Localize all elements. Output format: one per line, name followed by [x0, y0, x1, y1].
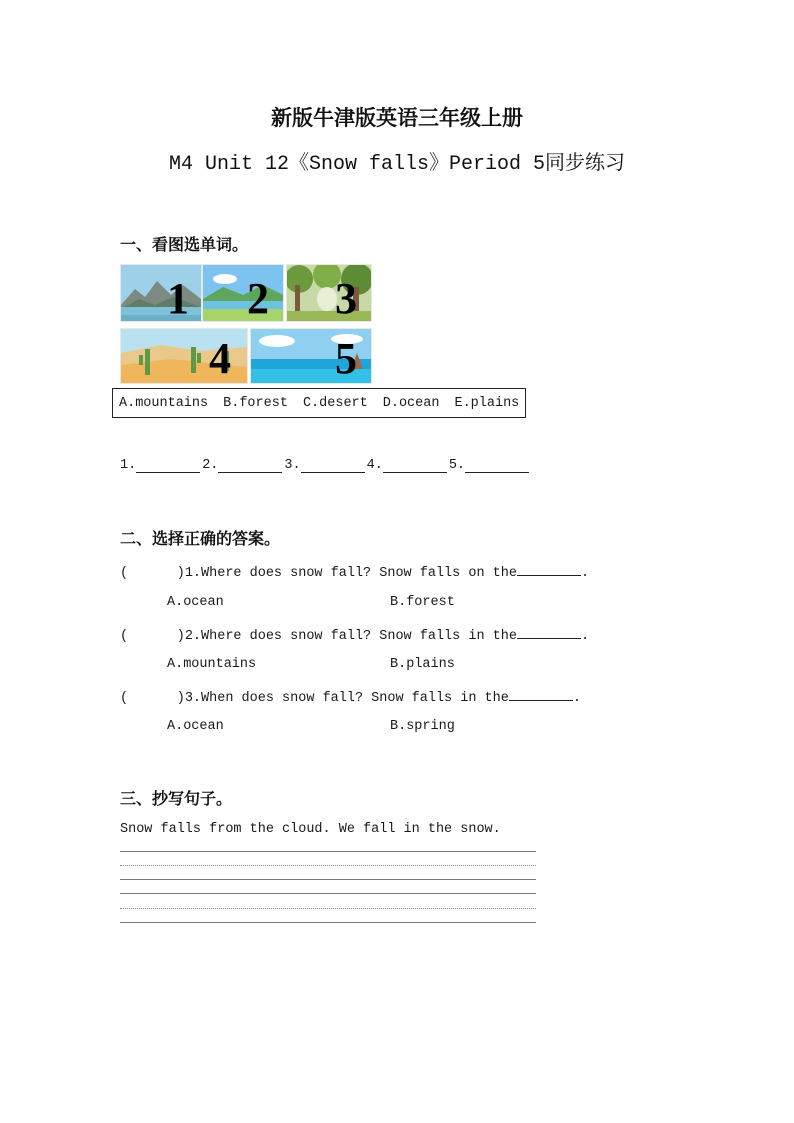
answer-blank-1[interactable] [136, 458, 200, 473]
question-end: . [580, 629, 590, 644]
answer-blank-4[interactable] [383, 458, 447, 473]
question-blank[interactable] [517, 563, 581, 576]
choice-b[interactable]: B.spring [390, 719, 455, 734]
writing-line[interactable] [120, 851, 536, 852]
picture-1 [120, 264, 202, 322]
question-2 [120, 626, 589, 644]
blank-label-2: 2. [202, 458, 219, 473]
subtitle-tail: 同步练习 [545, 150, 626, 174]
picture-number: 2 [247, 274, 269, 322]
picture-2 [202, 264, 284, 322]
option-a: A.mountains [119, 395, 209, 411]
writing-guide-line [120, 908, 536, 909]
word-options-box [112, 388, 526, 418]
forest-image [287, 265, 371, 321]
question-end: . [580, 566, 590, 581]
blank-label-3: 3. [284, 458, 301, 473]
option-b: B.forest [223, 395, 288, 411]
picture-number: 5 [335, 334, 357, 383]
question-1 [120, 563, 589, 581]
copy-sentence: Snow falls from the cloud. We fall in the snow. [120, 822, 501, 837]
question-text: 3.When does snow fall? Snow falls in the [184, 691, 509, 706]
picture-number: 1 [167, 274, 189, 322]
choice-b[interactable]: B.forest [390, 595, 455, 610]
plains-image [203, 265, 283, 321]
subtitle-unit: M4 Unit 12 [168, 153, 289, 176]
choice-a[interactable]: A.ocean [167, 719, 224, 734]
picture-5 [250, 328, 372, 384]
option-c: C.desert [302, 395, 368, 411]
subtitle-period: Period 5 [449, 153, 546, 176]
blank-label-1: 1. [120, 458, 137, 473]
answer-blank-3[interactable] [301, 458, 365, 473]
subtitle-book: 《Snow falls》 [288, 153, 450, 176]
answer-blank-5[interactable] [465, 458, 529, 473]
question-blank[interactable] [509, 688, 573, 701]
choice-a[interactable]: A.mountains [167, 657, 257, 672]
writing-line[interactable] [120, 893, 536, 894]
answer-paren[interactable]: ( ) [120, 691, 185, 706]
choice-a[interactable]: A.ocean [167, 595, 224, 610]
answer-paren[interactable]: ( ) [120, 566, 185, 581]
writing-line[interactable] [120, 879, 536, 880]
answer-blank-2[interactable] [218, 458, 282, 473]
choice-b[interactable]: B.plains [390, 657, 455, 672]
picture-4 [120, 328, 248, 384]
blank-label-5: 5. [448, 458, 466, 473]
blank-label-4: 4. [366, 458, 383, 473]
section2-heading: 二、选择正确的答案。 [120, 529, 281, 548]
option-e: E.plains [454, 395, 520, 411]
writing-line[interactable] [120, 922, 536, 923]
question-end: . [572, 691, 581, 706]
question-text: 2.Where does snow fall? Snow falls in the [184, 629, 517, 644]
writing-guide-line [120, 865, 536, 866]
section3-heading: 三、抄写句子。 [120, 789, 233, 808]
picture-number: 3 [335, 274, 357, 322]
question-blank[interactable] [517, 626, 581, 639]
picture-3 [286, 264, 372, 322]
section1-heading: 一、看图选单词。 [120, 235, 249, 254]
page-title: 新版牛津版英语三年级上册 [271, 105, 523, 130]
page-subtitle [0, 146, 794, 176]
question-text: 1.Where does snow fall? Snow falls on the [184, 566, 517, 581]
option-d: D.ocean [382, 395, 440, 411]
question-3 [120, 688, 581, 706]
picture-number: 4 [209, 334, 231, 383]
answer-blanks [120, 458, 531, 473]
mountains-image [121, 265, 201, 321]
answer-paren[interactable]: ( ) [120, 629, 185, 644]
